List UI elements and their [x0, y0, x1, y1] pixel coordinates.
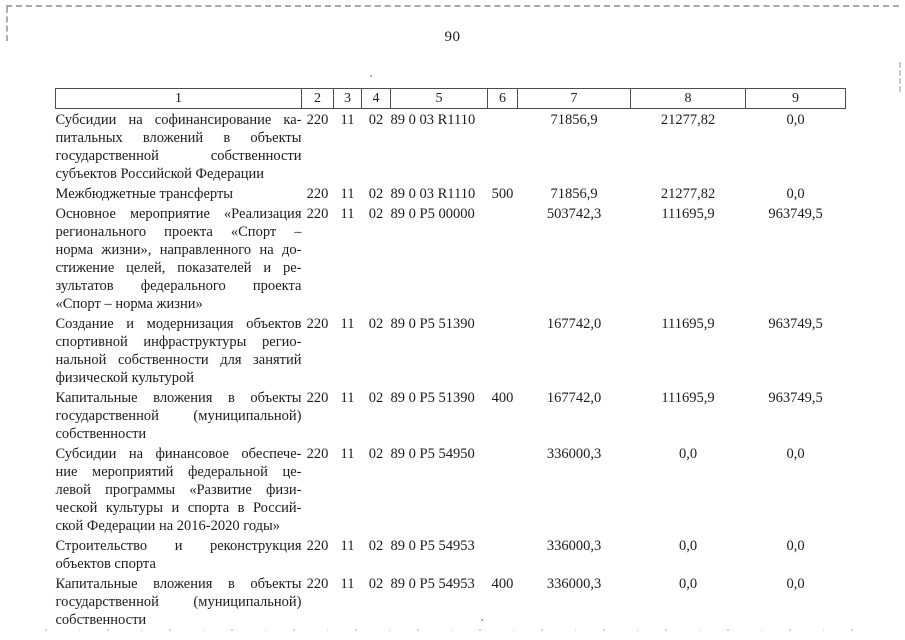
- name-line: Основное мероприятие «Реализация: [55, 206, 302, 222]
- cell-c7: 167742,0: [546, 390, 602, 406]
- name-line: Строительство и реконструкция: [55, 538, 302, 554]
- name-line: Субсидии на финансовое обеспече-: [55, 446, 302, 462]
- budget-table: [55, 88, 846, 629]
- cell-c8: 111695,9: [661, 206, 715, 222]
- name-line: Субсидии на софинансирование ка-: [55, 112, 302, 128]
- column-number-header: 2: [302, 89, 334, 109]
- cell-c3: 11: [340, 576, 355, 592]
- cell-c7: 336000,3: [546, 576, 602, 592]
- cell-c5: 89 0 P5 54953: [390, 538, 475, 554]
- column-number-header: 7: [518, 89, 631, 109]
- cell-c8: 0,0: [678, 446, 698, 462]
- cell-c7: 71856,9: [550, 186, 598, 202]
- cell-c3: 11: [340, 112, 355, 128]
- cell-c2: 220: [306, 316, 329, 332]
- scan-artifact-right-edge: [899, 62, 901, 92]
- name-line: собственности: [55, 612, 147, 628]
- cell-c8: 21277,82: [660, 186, 716, 202]
- cell-c6: 500: [491, 186, 514, 202]
- cell-c8: 0,0: [678, 576, 698, 592]
- name-line: нальной собственности для занятий: [55, 352, 302, 368]
- cell-name: [56, 109, 302, 184]
- table-body: [56, 109, 846, 630]
- name-line: Капитальные вложения в объекты: [55, 576, 302, 592]
- name-line: физической культурой: [55, 370, 195, 386]
- cell-c4: 02: [368, 576, 384, 592]
- cell-c5: 89 0 P5 54950: [390, 446, 475, 462]
- cell-c9: 963749,5: [768, 316, 823, 332]
- cell-c4: 02: [368, 112, 384, 128]
- cell-name: [56, 387, 302, 443]
- table-header-row: [56, 89, 846, 109]
- cell-c9: 963749,5: [768, 390, 823, 406]
- cell-c3: 11: [340, 186, 355, 202]
- cell-c5: 89 0 P5 51390: [390, 390, 475, 406]
- name-line: норма жизни», направленного на до-: [55, 242, 302, 258]
- scan-speck: [370, 75, 372, 77]
- cell-name: [56, 535, 302, 573]
- scan-artifact-bottom-edge: [45, 629, 860, 631]
- cell-name: [56, 573, 302, 629]
- cell-c3: 11: [340, 206, 355, 222]
- cell-c2: 220: [306, 538, 329, 554]
- name-line: субъектов Российской Федерации: [55, 166, 265, 182]
- name-line: ние мероприятий федеральной це-: [55, 464, 302, 480]
- name-line: «Спорт – норма жизни»: [55, 296, 203, 312]
- cell-c6: [488, 443, 518, 535]
- column-number-header: 9: [746, 89, 846, 109]
- cell-c2: 220: [306, 112, 329, 128]
- table-row: [56, 203, 846, 313]
- name-line: государственной собственности: [55, 148, 302, 164]
- table-row: [56, 573, 846, 629]
- name-line: левой программы «Развитие физи-: [55, 482, 302, 498]
- cell-c6: [488, 535, 518, 573]
- name-line: собственности: [55, 426, 147, 442]
- cell-c8: 21277,82: [660, 112, 716, 128]
- cell-c9: 0,0: [786, 112, 805, 128]
- cell-c3: 11: [340, 316, 355, 332]
- cell-c7: 336000,3: [546, 538, 602, 554]
- name-line: питальных вложений в объекты: [55, 130, 302, 146]
- cell-c3: 11: [340, 538, 355, 554]
- cell-c6: [488, 203, 518, 313]
- name-line: государственной (муниципальной): [55, 408, 302, 424]
- name-line: зультатов федерального проекта: [55, 278, 302, 294]
- name-line: ской Федерации на 2016-2020 годы»: [55, 518, 281, 534]
- cell-c9: 0,0: [786, 538, 805, 554]
- cell-c3: 11: [340, 446, 355, 462]
- cell-c8: 111695,9: [661, 316, 715, 332]
- scan-artifact-top-edge: [6, 5, 899, 7]
- cell-c9: 0,0: [786, 186, 805, 202]
- cell-c7: 71856,9: [550, 112, 598, 128]
- table-row: [56, 183, 846, 203]
- name-line: спортивной инфраструктуры регио-: [55, 334, 302, 350]
- cell-c4: 02: [368, 390, 384, 406]
- column-number-header: 8: [631, 89, 746, 109]
- cell-c2: 220: [306, 206, 329, 222]
- name-line: государственной (муниципальной): [55, 594, 302, 610]
- cell-c7: 167742,0: [546, 316, 602, 332]
- cell-c9: 0,0: [786, 446, 805, 462]
- cell-c4: 02: [368, 538, 384, 554]
- cell-name: [56, 183, 302, 203]
- cell-c2: 220: [306, 576, 329, 592]
- cell-c5: 89 0 03 R1110: [390, 112, 476, 128]
- table-row: [56, 109, 846, 184]
- table-row: [56, 535, 846, 573]
- cell-c9: 0,0: [786, 576, 805, 592]
- cell-c4: 02: [368, 206, 384, 222]
- name-line: Межбюджетные трансферты: [55, 186, 234, 202]
- table-row: [56, 443, 846, 535]
- cell-c9: 963749,5: [768, 206, 823, 222]
- page-number: 90: [444, 29, 461, 45]
- column-number-header: 1: [56, 89, 302, 109]
- cell-c8: 111695,9: [661, 390, 715, 406]
- column-number-header: 5: [391, 89, 488, 109]
- cell-c6: [488, 109, 518, 184]
- cell-name: [56, 203, 302, 313]
- cell-c6: [488, 313, 518, 387]
- cell-c5: 89 0 P5 00000: [390, 206, 475, 222]
- cell-c2: 220: [306, 446, 329, 462]
- name-line: объектов спорта: [55, 556, 156, 572]
- column-number-header: 3: [334, 89, 362, 109]
- name-line: стижение целей, показателей и ре-: [55, 260, 302, 276]
- cell-c2: 220: [306, 186, 329, 202]
- cell-name: [56, 313, 302, 387]
- table-row: [56, 313, 846, 387]
- column-number-header: 6: [488, 89, 518, 109]
- cell-name: [56, 443, 302, 535]
- name-line: регионального проекта «Спорт –: [55, 224, 302, 240]
- cell-c4: 02: [368, 316, 384, 332]
- cell-c4: 02: [368, 186, 384, 202]
- cell-c5: 89 0 P5 51390: [390, 316, 475, 332]
- cell-c3: 11: [340, 390, 355, 406]
- cell-c8: 0,0: [678, 538, 698, 554]
- cell-c7: 336000,3: [546, 446, 602, 462]
- cell-c6: 400: [491, 390, 514, 406]
- column-number-header: 4: [362, 89, 391, 109]
- cell-c2: 220: [306, 390, 329, 406]
- cell-c4: 02: [368, 446, 384, 462]
- cell-c5: 89 0 P5 54953: [390, 576, 475, 592]
- name-line: Капитальные вложения в объекты: [55, 390, 302, 406]
- cell-c6: 400: [491, 576, 514, 592]
- name-line: Создание и модернизация объектов: [55, 316, 302, 332]
- table-row: [56, 387, 846, 443]
- cell-c5: 89 0 03 R1110: [390, 186, 476, 202]
- name-line: ческой культуры и спорта в Россий-: [55, 500, 302, 516]
- cell-c7: 503742,3: [546, 206, 602, 222]
